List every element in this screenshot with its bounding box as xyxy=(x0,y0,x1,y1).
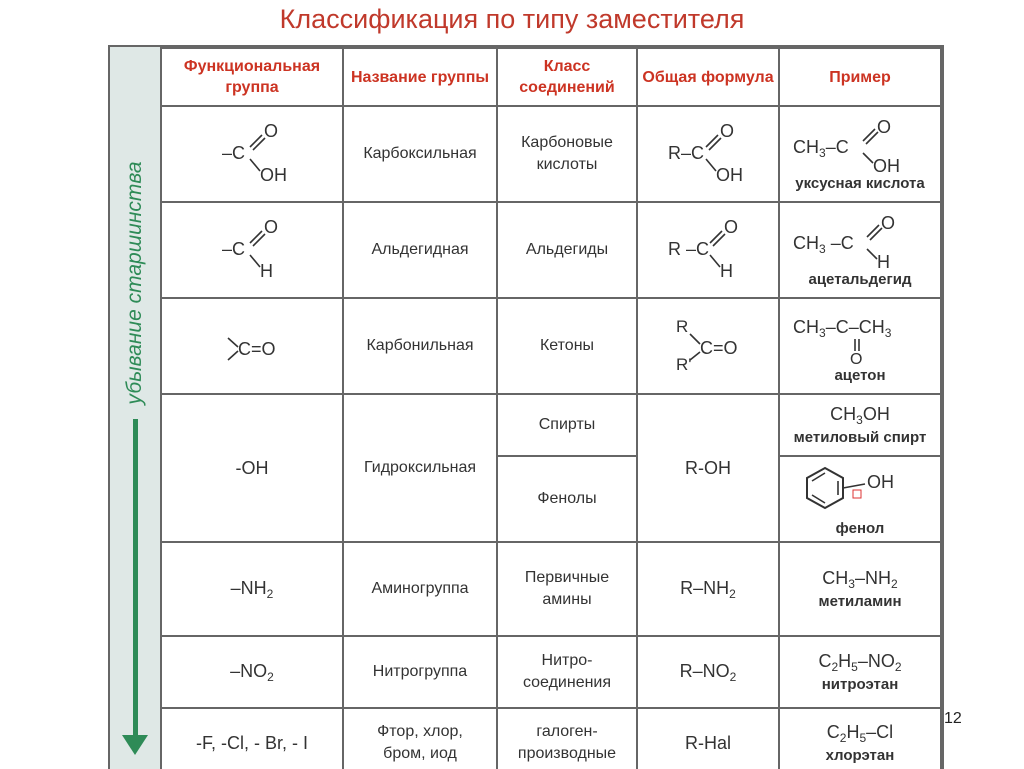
amino-group: $-NH_2$ xyxy=(230,577,274,601)
formula-cell: R-OH xyxy=(637,394,779,542)
header-general-formula: Общая формула xyxy=(637,48,779,106)
svg-text:C=O: C=O xyxy=(700,338,738,358)
aldehyde-group-structure xyxy=(192,215,312,285)
example-name: уксусная кислота xyxy=(795,174,925,192)
svg-text:R–C: R–C xyxy=(668,143,705,163)
classification-table-frame xyxy=(108,45,944,769)
ketone-formula-structure xyxy=(648,308,768,384)
carbonyl-group-structure xyxy=(192,316,312,376)
header-group-name: Название группы xyxy=(343,48,497,106)
svg-text:O: O xyxy=(881,212,896,233)
group-cell xyxy=(161,202,343,298)
svg-text:CH3 –C: $CH_3$ –C xyxy=(793,232,854,256)
nitro-group: $-NO_2$ xyxy=(230,660,274,684)
example-cell xyxy=(779,394,941,456)
phenol-oh-label: OH xyxy=(867,471,894,492)
formula-cell xyxy=(637,202,779,298)
example-formula: $C_2H_5-NO_2$ xyxy=(818,651,902,674)
table-row xyxy=(161,636,941,708)
example-formula: $CH_3-NH_2$ xyxy=(822,568,898,591)
phenol-structure xyxy=(785,462,935,518)
arrow-down-icon xyxy=(122,735,148,755)
example-cell xyxy=(779,106,941,202)
acetic-acid-structure xyxy=(785,117,935,173)
example-name: нитроэтан xyxy=(821,676,899,693)
example-name: метиловый спирт xyxy=(793,429,927,446)
header-functional-group: Функциональная группа xyxy=(161,48,343,106)
seniority-side-bar xyxy=(110,47,162,769)
group-name-cell: Нитрогруппа xyxy=(343,636,497,708)
formula-cell: $R-NO_2$ xyxy=(637,636,779,708)
svg-text:H: H xyxy=(260,261,273,281)
svg-text:CH3–C: $CH_3-C$ xyxy=(793,136,849,160)
carboxyl-group-structure xyxy=(192,119,312,189)
page-title: Классификация по типу заместителя xyxy=(279,4,745,34)
formula-cell xyxy=(637,298,779,394)
example-name: хлорэтан xyxy=(825,747,895,764)
svg-text:OH: OH xyxy=(716,165,743,185)
group-cell xyxy=(161,298,343,394)
table-row xyxy=(161,394,941,456)
class-cell: Альдегиды xyxy=(497,202,637,298)
example-cell xyxy=(779,456,941,542)
svg-text:R –C: R –C xyxy=(668,239,710,259)
example-name: фенол xyxy=(835,519,885,537)
table-row xyxy=(161,202,941,298)
svg-text:O: O xyxy=(850,350,863,365)
table-row xyxy=(161,298,941,394)
seniority-label: убывание старшинства xyxy=(123,161,146,405)
group-cell xyxy=(161,106,343,202)
group-name-cell: Фтор, хлор, бром, иод xyxy=(343,708,497,769)
svg-text:O: O xyxy=(264,217,279,237)
group-name-cell: Карбонильная xyxy=(343,298,497,394)
arrow-shaft xyxy=(133,419,138,739)
aldehyde-formula-structure xyxy=(648,215,768,285)
example-formula: $CH_3OH$ xyxy=(830,404,890,427)
svg-text:–C: –C xyxy=(222,239,246,259)
svg-text:O: O xyxy=(264,121,279,141)
example-cell xyxy=(779,636,941,708)
class-cell: Нитро-соединения xyxy=(497,636,637,708)
header-example: Пример xyxy=(779,48,941,106)
svg-text:C=O: C=O xyxy=(238,339,276,359)
class-cell: Первичные амины xyxy=(497,542,637,636)
header-compound-class: Класс соединений xyxy=(497,48,637,106)
svg-text:CH3–C–CH3: $CH_3-C-CH_3$ xyxy=(793,316,892,340)
table-row xyxy=(161,708,941,769)
table-row xyxy=(161,542,941,636)
group-cell: -OH xyxy=(161,394,343,542)
acetone-structure xyxy=(785,309,935,365)
svg-text:O: O xyxy=(877,116,892,137)
class-cell: Кетоны xyxy=(497,298,637,394)
svg-text:R: R xyxy=(676,317,689,336)
acetaldehyde-structure xyxy=(785,213,935,269)
group-name-cell: Аминогруппа xyxy=(343,542,497,636)
example-cell xyxy=(779,298,941,394)
svg-text:R': R' xyxy=(676,355,692,374)
group-name-cell: Гидроксильная xyxy=(343,394,497,542)
group-cell xyxy=(161,636,343,708)
group-name-cell: Карбоксильная xyxy=(343,106,497,202)
svg-text:H: H xyxy=(720,261,733,281)
group-cell: -F, -Cl, - Br, - I xyxy=(161,708,343,769)
example-cell xyxy=(779,708,941,769)
example-cell xyxy=(779,202,941,298)
svg-text:–C: –C xyxy=(222,143,246,163)
class-cell: Спирты xyxy=(497,394,637,456)
page-number: 12 xyxy=(944,710,962,727)
svg-text:O: O xyxy=(720,121,735,141)
svg-text:OH: OH xyxy=(873,155,900,173)
formula-cell: $R-NH_2$ xyxy=(637,542,779,636)
table-row xyxy=(161,106,941,202)
example-name: метиламин xyxy=(818,593,902,610)
group-name-cell: Альдегидная xyxy=(343,202,497,298)
class-cell: галоген-производные xyxy=(497,708,637,769)
group-cell xyxy=(161,542,343,636)
class-cell: Фенолы xyxy=(497,456,637,542)
class-cell: Карбоновые кислоты xyxy=(497,106,637,202)
example-name: ацетон xyxy=(834,366,886,384)
example-cell xyxy=(779,542,941,636)
formula-cell xyxy=(637,106,779,202)
example-formula: $C_2H_5-Cl$ xyxy=(826,722,894,745)
example-name: ацетальдегид xyxy=(808,270,912,288)
carboxyl-formula-structure xyxy=(648,119,768,189)
formula-cell: R-Hal xyxy=(637,708,779,769)
svg-text:O: O xyxy=(724,217,739,237)
classification-table xyxy=(160,47,942,769)
svg-text:OH: OH xyxy=(260,165,287,185)
table-header-row xyxy=(161,48,941,106)
svg-text:H: H xyxy=(877,251,890,269)
